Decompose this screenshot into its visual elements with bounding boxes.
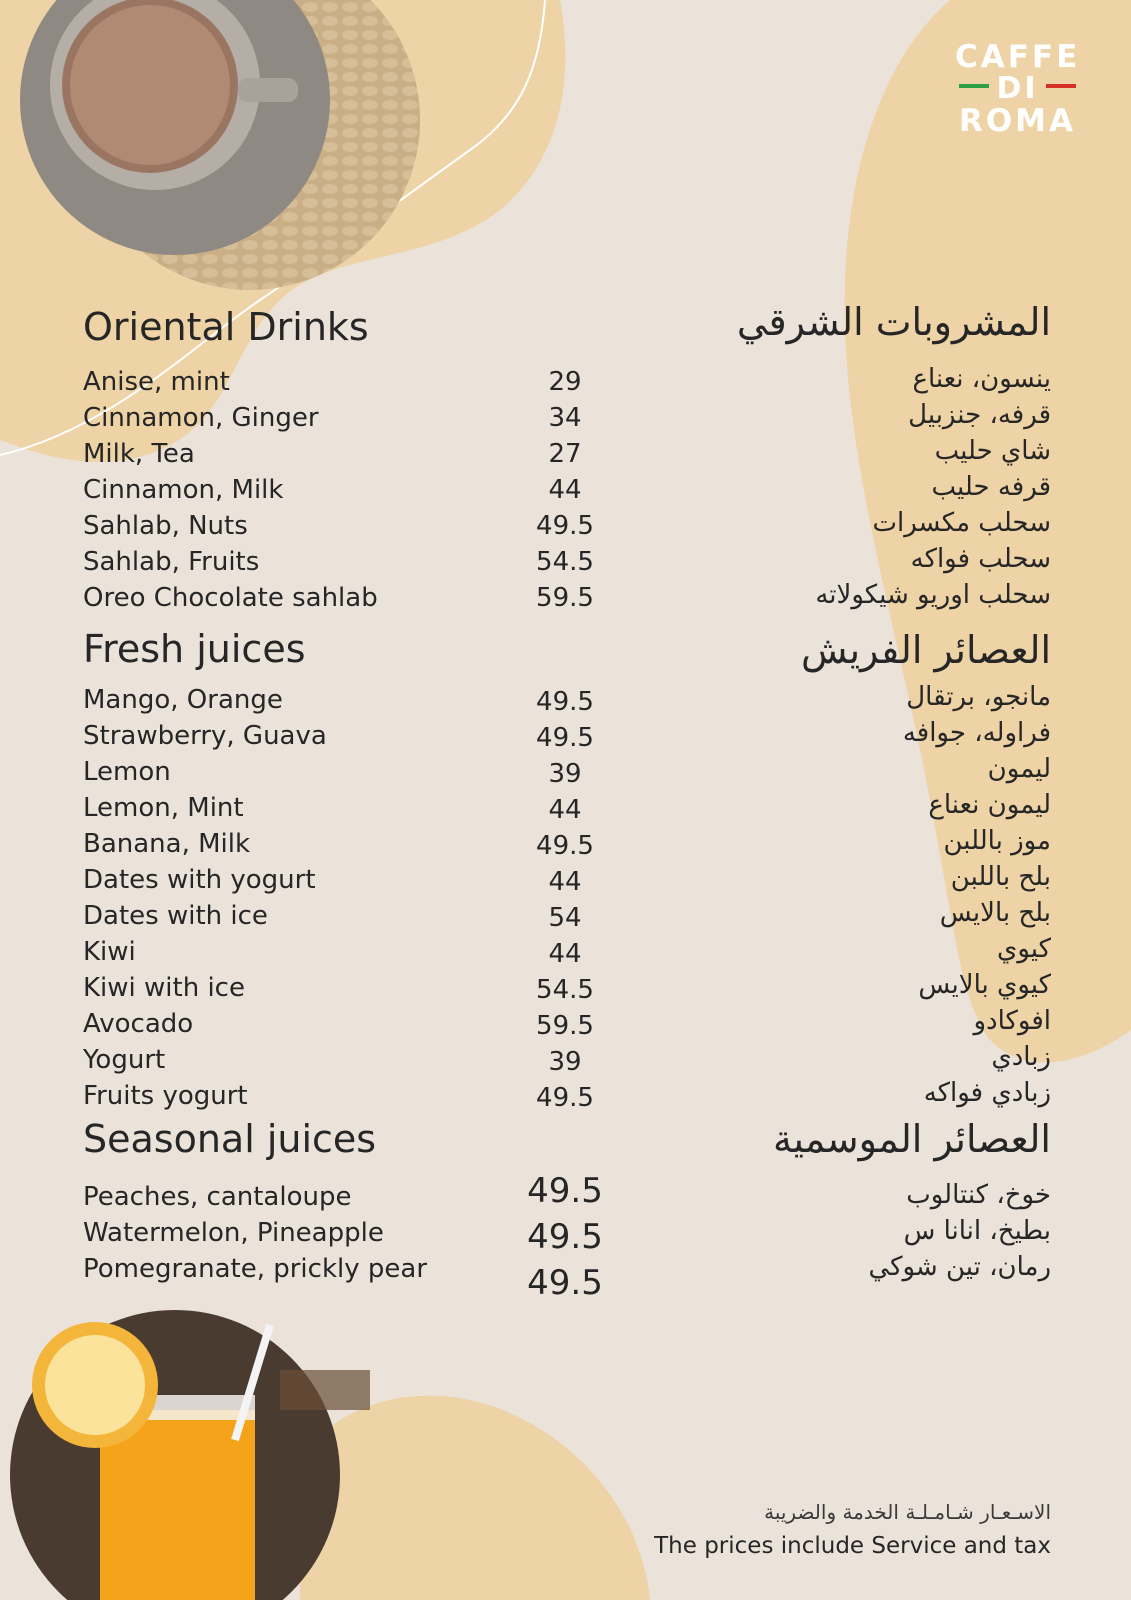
orange-juice-image xyxy=(10,1310,370,1600)
menu-item-name: Avocado xyxy=(83,1009,194,1039)
menu-item-name: Banana, Milk xyxy=(83,829,251,859)
section-title-en: Fresh juices xyxy=(83,627,306,671)
menu-item-price: 49.5 xyxy=(536,511,594,541)
menu-item-name-ar: افوكادو xyxy=(973,1006,1051,1036)
menu-item-name-ar: بلح باللبن xyxy=(950,862,1051,892)
menu-item-name-ar: سحلب مكسرات xyxy=(872,508,1051,538)
menu-item-price: 54.5 xyxy=(536,975,594,1005)
logo-line-2 xyxy=(955,71,1080,106)
menu-item-name-ar: كيوي xyxy=(996,934,1051,964)
caffe-di-roma-logo xyxy=(955,40,1080,138)
menu-item-name-ar: فراوله، جوافه xyxy=(902,718,1051,748)
section-title-en: Oriental Drinks xyxy=(83,305,369,349)
menu-item-price: 29 xyxy=(548,367,582,397)
logo-di-text: DI xyxy=(996,71,1039,106)
section-title-ar: العصائر الفريش xyxy=(801,628,1051,672)
menu-item-name: Watermelon, Pineapple xyxy=(83,1218,384,1248)
menu-item-price: 39 xyxy=(548,1047,582,1077)
footer-note-ar: الاسـعـار شـامـلـة الخدمة والضريبة xyxy=(764,1500,1051,1524)
menu-item-name: Mango, Orange xyxy=(83,685,283,715)
menu-item-price: 39 xyxy=(548,759,582,789)
logo-green-bar xyxy=(959,84,989,88)
menu-item-price: 54 xyxy=(548,903,582,933)
menu-item-name-ar: شاي حليب xyxy=(934,436,1051,466)
menu-item-name: Cinnamon, Milk xyxy=(83,475,284,505)
menu-item-name: Oreo Chocolate sahlab xyxy=(83,583,378,613)
menu-item-price: 49.5 xyxy=(536,723,594,753)
menu-item-name: Sahlab, Nuts xyxy=(83,511,248,541)
menu-item-price: 49.5 xyxy=(527,1217,603,1257)
bottom-blob xyxy=(300,1396,650,1600)
logo-line-3: ROMA xyxy=(958,103,1077,139)
menu-item-name-ar: ليمون xyxy=(987,754,1051,784)
menu-item-price: 49.5 xyxy=(536,1083,594,1113)
menu-item-name-ar: كيوي بالايس xyxy=(918,970,1051,1000)
menu-item-name-ar: ليمون نعناع xyxy=(928,790,1051,820)
menu-item-name-ar: زبادي فواكه xyxy=(923,1078,1051,1108)
menu-item-name: Cinnamon, Ginger xyxy=(83,403,319,433)
menu-item-name: Fruits yogurt xyxy=(83,1081,248,1111)
menu-item-price: 59.5 xyxy=(536,1011,594,1041)
menu-item-price: 54.5 xyxy=(536,547,594,577)
menu-item-name-ar: سحلب اوريو شيكولاته xyxy=(815,580,1051,610)
menu-item-name: Milk, Tea xyxy=(83,439,195,469)
menu-item-price: 44 xyxy=(548,867,582,897)
section-title-ar: المشروبات الشرقي xyxy=(736,300,1051,344)
menu-item-name: Kiwi with ice xyxy=(83,973,245,1003)
menu-item-name: Anise, mint xyxy=(83,367,230,397)
menu-item-price: 49.5 xyxy=(536,687,594,717)
menu-item-name-ar: قرفه حليب xyxy=(931,472,1051,502)
menu-item-name: Lemon xyxy=(83,757,171,787)
menu-item-name-ar: موز باللبن xyxy=(943,826,1051,856)
menu-item-name-ar: زبادي xyxy=(991,1042,1051,1072)
menu-item-name: Dates with yogurt xyxy=(83,865,316,895)
menu-item-name: Sahlab, Fruits xyxy=(83,547,260,577)
menu-item-name-ar: رمان، تين شوكي xyxy=(868,1252,1051,1282)
menu-item-name: Pomegranate, prickly pear xyxy=(83,1254,428,1284)
menu-item-price: 49.5 xyxy=(527,1171,603,1211)
menu-item-price: 49.5 xyxy=(536,831,594,861)
menu-item-price: 44 xyxy=(548,475,582,505)
menu-item-name-ar: مانجو، برتقال xyxy=(906,682,1051,712)
logo-line-1: CAFFE xyxy=(955,39,1081,75)
menu-item-price: 34 xyxy=(548,403,582,433)
menu-item-name: Strawberry, Guava xyxy=(83,721,327,751)
menu-item-price: 27 xyxy=(548,439,582,469)
menu-item-name-ar: بطيخ، انانا س xyxy=(903,1216,1051,1246)
footer-note-en: The prices include Service and tax xyxy=(654,1533,1051,1559)
menu-item-name-ar: بلح بالايس xyxy=(939,898,1051,928)
menu-item-name-ar: خوخ، كنتالوب xyxy=(906,1180,1051,1210)
logo-red-bar xyxy=(1046,84,1076,88)
menu-item-name-ar: سحلب فواكه xyxy=(910,544,1051,574)
menu-item-name-ar: ينسون، نعناع xyxy=(912,364,1051,394)
menu-item-price: 44 xyxy=(548,795,582,825)
menu-item-price: 59.5 xyxy=(536,583,594,613)
section-title-ar: العصائر الموسمية xyxy=(772,1117,1051,1161)
menu-item-price: 44 xyxy=(548,939,582,969)
menu-item-name: Peaches, cantaloupe xyxy=(83,1182,352,1212)
menu-item-name: Dates with ice xyxy=(83,901,268,931)
menu-item-price: 49.5 xyxy=(527,1263,603,1303)
menu-item-name: Kiwi xyxy=(83,937,136,967)
menu-item-name: Yogurt xyxy=(83,1045,166,1075)
section-title-en: Seasonal juices xyxy=(83,1117,377,1161)
menu-item-name-ar: قرفه، جنزبيل xyxy=(908,400,1051,430)
menu-item-name: Lemon, Mint xyxy=(83,793,244,823)
